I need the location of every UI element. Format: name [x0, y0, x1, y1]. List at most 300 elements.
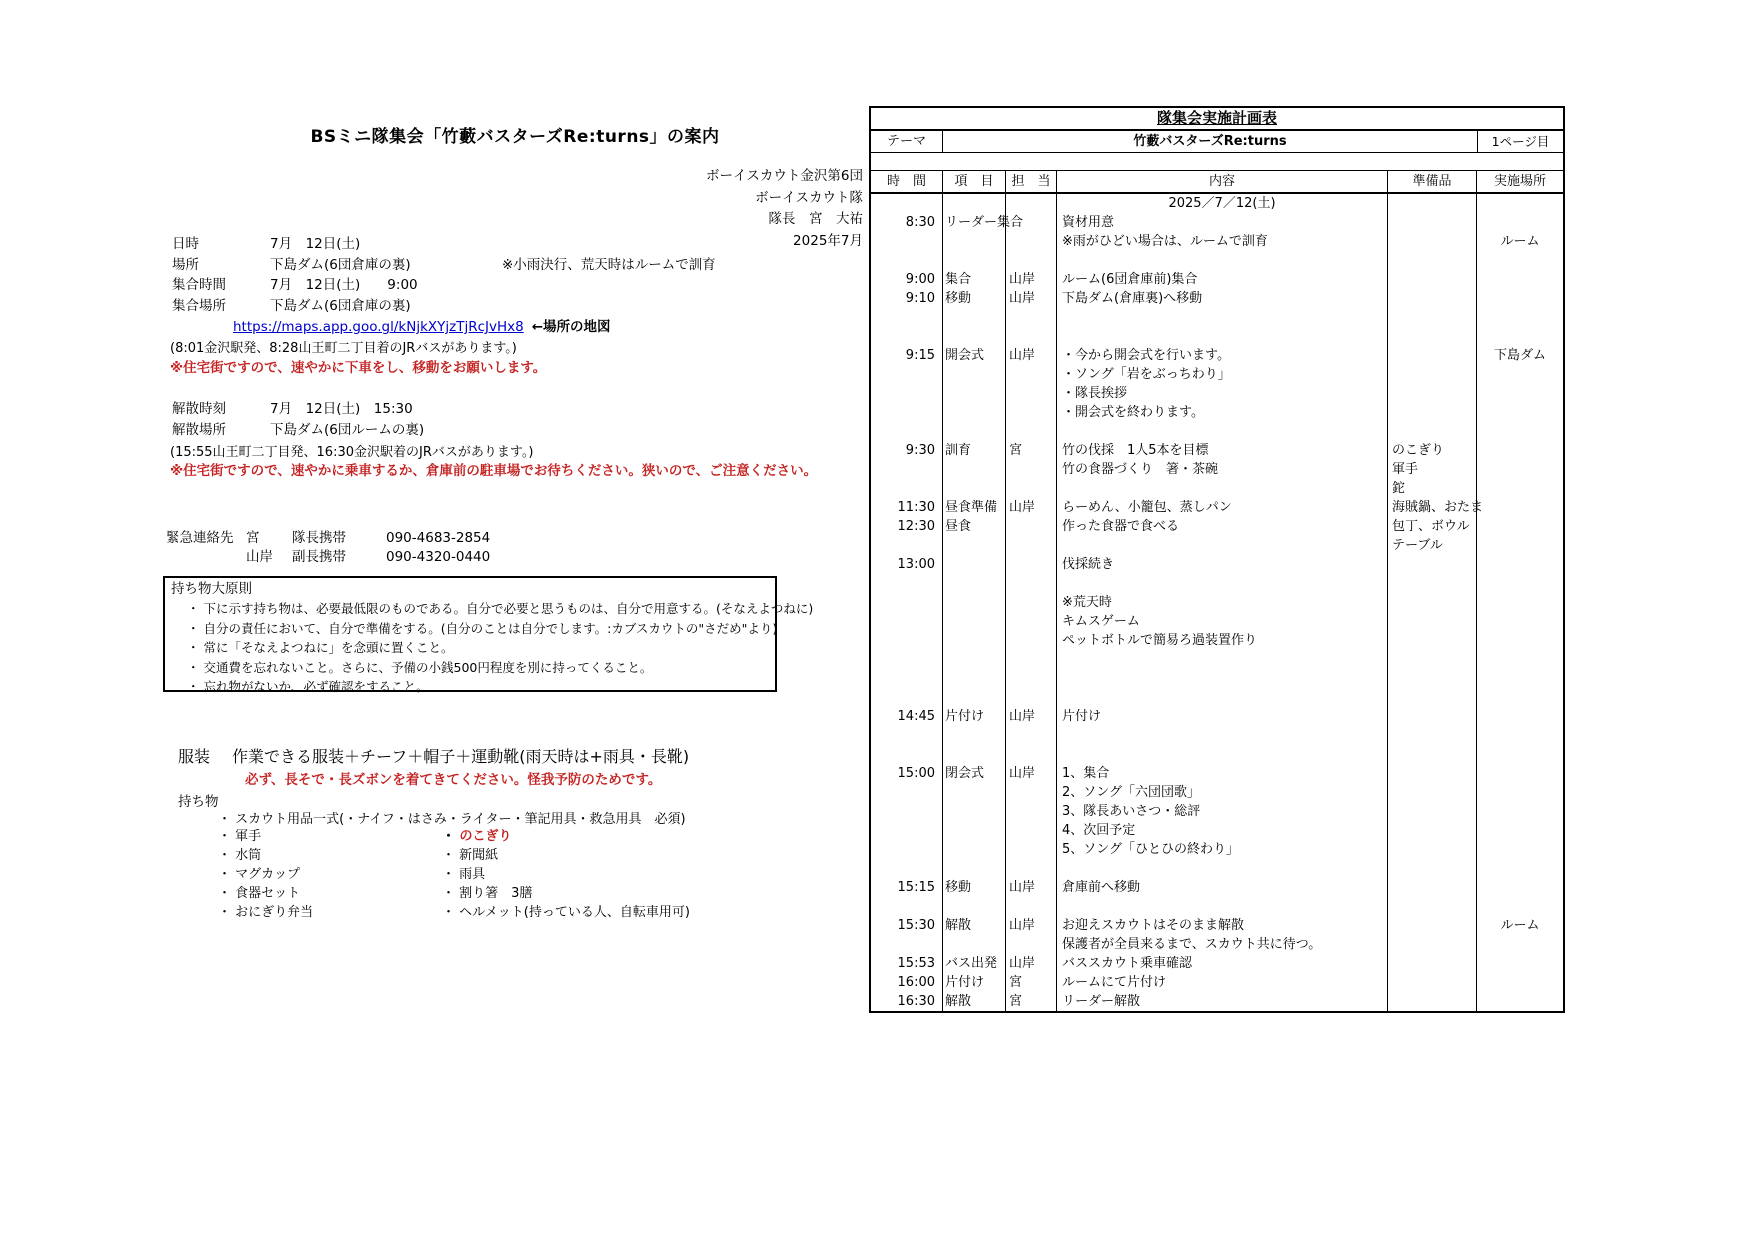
cell-time [871, 308, 943, 327]
cell-content: お迎えスカウトはそのまま解散 [1057, 916, 1388, 935]
cell-item [943, 593, 1006, 612]
cell-place [1477, 726, 1563, 745]
info-note: ※小雨決行、荒天時はルームで訓育 [502, 256, 716, 273]
schedule-row-23 [871, 631, 1563, 650]
cell-prep [1388, 384, 1477, 403]
cell-who [1006, 593, 1057, 612]
cell-place [1477, 194, 1563, 213]
cell-prep [1388, 574, 1477, 593]
schedule-row-7 [871, 327, 1563, 346]
cell-place [1477, 821, 1563, 840]
emergency-contacts [166, 529, 490, 567]
cell-who [1006, 308, 1057, 327]
schedule-row-9 [871, 365, 1563, 384]
contact-phone: 090-4320-0440 [386, 549, 491, 565]
cell-who [1006, 422, 1057, 441]
cell-time [871, 650, 943, 669]
cell-content: リーダー解散 [1057, 992, 1388, 1011]
cell-prep [1388, 251, 1477, 270]
cell-prep [1388, 631, 1477, 650]
cell-time [871, 669, 943, 688]
cell-prep [1388, 593, 1477, 612]
info-value: 下島ダム(6団倉庫の裏) [270, 256, 411, 273]
org-line-3: 2025年7月 [793, 232, 863, 249]
cell-place [1477, 460, 1563, 479]
cell-content: 5、ソング「ひとひの終わり」 [1057, 840, 1388, 859]
cell-time: 9:15 [871, 346, 943, 365]
cell-who: 山岸 [1006, 916, 1057, 935]
outfit-value: 作業できる服装＋チーフ＋帽子＋運動靴(雨天時は+雨具・長靴) [232, 747, 690, 766]
page-indicator: 1ページ目 [1477, 131, 1563, 152]
cell-prep [1388, 707, 1477, 726]
cell-place [1477, 897, 1563, 916]
cell-who: 山岸 [1006, 954, 1057, 973]
belonging-right-1: ・ 新聞紙 [442, 846, 690, 865]
cell-content: ※雨がひどい場合は、ルームで訓育 [1057, 232, 1388, 251]
cell-time [871, 403, 943, 422]
cell-item: 移動 [943, 878, 1006, 897]
schedule-row-25 [871, 669, 1563, 688]
cell-place [1477, 365, 1563, 384]
schedule-row-13 [871, 441, 1563, 460]
contact-name: 山岸 [246, 549, 273, 565]
cell-place [1477, 536, 1563, 555]
cell-prep: 軍手 [1388, 460, 1477, 479]
cell-time: 16:00 [871, 973, 943, 992]
cell-place [1477, 954, 1563, 973]
cell-who: 山岸 [1006, 707, 1057, 726]
schedule-row-15 [871, 479, 1563, 498]
schedule-row-28 [871, 726, 1563, 745]
cell-who: 宮 [1006, 441, 1057, 460]
cell-prep [1388, 935, 1477, 954]
cell-prep [1388, 973, 1477, 992]
cell-time [871, 422, 943, 441]
cell-who [1006, 935, 1057, 954]
cell-content [1057, 251, 1388, 270]
info-label: 集合場所 [172, 297, 226, 314]
cell-place [1477, 669, 1563, 688]
cell-who [1006, 612, 1057, 631]
contact-phone: 090-4683-2854 [386, 530, 491, 546]
belongings-label: 持ち物 [178, 794, 219, 810]
dismiss-row-1 [172, 420, 872, 441]
column-header-1: 項 目 [943, 171, 1006, 192]
schedule-row-30 [871, 764, 1563, 783]
cell-time: 9:10 [871, 289, 943, 308]
cell-time [871, 593, 943, 612]
cell-place [1477, 384, 1563, 403]
bus-note-departure: (15:55山王町二丁目発、16:30金沢駅着のJRバスがあります。) [170, 445, 534, 460]
cell-time: 9:30 [871, 441, 943, 460]
cell-time [871, 631, 943, 650]
cell-place [1477, 878, 1563, 897]
cell-who [1006, 574, 1057, 593]
schedule-row-0 [871, 194, 1563, 213]
cell-item: 片付け [943, 973, 1006, 992]
schedule-row-38 [871, 916, 1563, 935]
cell-item [943, 669, 1006, 688]
dismiss-value: 7月 12日(土) 15:30 [270, 401, 413, 417]
cell-content [1057, 536, 1388, 555]
org-line-2: 隊長 宮 大祐 [768, 211, 863, 227]
map-link-suffix: ←場所の地図 [531, 319, 611, 335]
schedule-row-37 [871, 897, 1563, 916]
cell-place [1477, 270, 1563, 289]
cell-content [1057, 308, 1388, 327]
belongings-grid [218, 827, 690, 922]
cell-prep [1388, 194, 1477, 213]
plan-table [869, 106, 1565, 1013]
cell-who: 山岸 [1006, 764, 1057, 783]
cell-place [1477, 992, 1563, 1011]
cell-who: 山岸 [1006, 878, 1057, 897]
cell-time: 15:30 [871, 916, 943, 935]
cell-prep [1388, 403, 1477, 422]
belonging-right-0: ・ のこぎり [442, 827, 690, 846]
document-title: BSミニ隊集会「竹藪バスターズRe:turns」の案内 [310, 127, 720, 147]
cell-prep: 海賊鍋、おたま [1388, 498, 1477, 517]
cell-content: 下島ダム(倉庫裏)へ移動 [1057, 289, 1388, 308]
cell-item: 昼食 [943, 517, 1006, 536]
schedule-row-3 [871, 251, 1563, 270]
cell-time [871, 612, 943, 631]
cell-who [1006, 327, 1057, 346]
cell-time: 13:00 [871, 555, 943, 574]
cell-who [1006, 555, 1057, 574]
dismiss-row-0 [172, 399, 872, 420]
column-header-0: 時 間 [871, 171, 943, 192]
cell-prep: 包丁、ボウル [1388, 517, 1477, 536]
schedule-row-6 [871, 308, 1563, 327]
dismiss-value: 下島ダム(6団ルームの裏) [270, 422, 425, 438]
cell-place [1477, 574, 1563, 593]
cell-who [1006, 783, 1057, 802]
cell-item [943, 935, 1006, 954]
schedule-row-4 [871, 270, 1563, 289]
cell-place [1477, 422, 1563, 441]
table-header-row [871, 171, 1563, 194]
cell-item: 訓育 [943, 441, 1006, 460]
cell-item [943, 745, 1006, 764]
meeting-info-rows [172, 234, 872, 316]
cell-time: 15:00 [871, 764, 943, 783]
cell-item [943, 536, 1006, 555]
cell-who [1006, 460, 1057, 479]
cell-content: バススカウト乗車確認 [1057, 954, 1388, 973]
cell-content: 資材用意 [1057, 213, 1388, 232]
cell-place [1477, 289, 1563, 308]
cell-time [871, 859, 943, 878]
cell-item: バス出発 [943, 954, 1006, 973]
cell-time [871, 574, 943, 593]
cell-time: 15:53 [871, 954, 943, 973]
cell-item: リーダー集合 [945, 215, 1024, 230]
schedule-row-11 [871, 403, 1563, 422]
cell-time [871, 194, 943, 213]
schedule-row-2 [871, 232, 1563, 251]
cell-item [943, 897, 1006, 916]
info-row-1 [172, 255, 872, 276]
cell-content: 1、集合 [1057, 764, 1388, 783]
cell-content [1057, 669, 1388, 688]
belongings-first-item: ・ スカウト用品一式(・ナイフ・はさみ・ライター・筆記用具・救急用具 必須) [218, 808, 686, 827]
cell-content: ペットボトルで簡易ろ過装置作り [1057, 631, 1388, 650]
cell-content: 2、ソング「六団団歌」 [1057, 783, 1388, 802]
cell-place [1477, 555, 1563, 574]
cell-prep [1388, 802, 1477, 821]
cell-time [871, 840, 943, 859]
cell-item [943, 308, 1006, 327]
cell-time [871, 688, 943, 707]
cell-item: 昼食準備 [943, 498, 1006, 517]
cell-place [1477, 859, 1563, 878]
cell-item [943, 821, 1006, 840]
cell-who [1006, 669, 1057, 688]
column-header-3: 内容 [1057, 171, 1388, 192]
cell-who [1006, 802, 1057, 821]
cell-time: 12:30 [871, 517, 943, 536]
cell-place [1477, 973, 1563, 992]
cell-time [871, 327, 943, 346]
schedule-row-27 [871, 707, 1563, 726]
schedule-row-35 [871, 859, 1563, 878]
principles-heading: 持ち物大原則 [171, 581, 252, 597]
cell-item [943, 650, 1006, 669]
cell-content [1057, 859, 1388, 878]
cell-who [1006, 194, 1057, 213]
cell-prep [1388, 213, 1477, 232]
cell-prep [1388, 745, 1477, 764]
cell-place [1477, 707, 1563, 726]
schedule-row-17 [871, 517, 1563, 536]
cell-time [871, 935, 943, 954]
cell-place [1477, 308, 1563, 327]
cell-who: 山岸 [1006, 289, 1057, 308]
cell-time: 8:30 [871, 213, 943, 232]
cell-content: 竹の伐採 1人5本を目標 [1057, 441, 1388, 460]
table-spacer-row [871, 153, 1563, 171]
schedule-row-21 [871, 593, 1563, 612]
cell-time [871, 365, 943, 384]
cell-who [1006, 650, 1057, 669]
cell-prep [1388, 308, 1477, 327]
cell-content: ・ソング「岩をぶっちわり」 [1057, 365, 1388, 384]
schedule-row-26 [871, 688, 1563, 707]
cell-who [1006, 840, 1057, 859]
contact-role: 副長携帯 [292, 549, 346, 565]
cell-content: ルーム(6団倉庫前)集合 [1057, 270, 1388, 289]
cell-prep [1388, 270, 1477, 289]
schedule-row-14 [871, 460, 1563, 479]
cell-time [871, 479, 943, 498]
cell-content [1057, 745, 1388, 764]
cell-who [1006, 213, 1057, 232]
info-label: 日時 [172, 236, 199, 252]
belonging-right-3: ・ 割り箸 3膳 [442, 884, 690, 903]
theme-value: 竹藪バスターズRe:turns [1133, 134, 1287, 149]
cell-prep [1388, 365, 1477, 384]
cell-time [871, 821, 943, 840]
cell-who [1006, 384, 1057, 403]
cell-time [871, 783, 943, 802]
cell-place: ルーム [1500, 234, 1540, 249]
cell-time [871, 232, 943, 251]
cell-item [943, 422, 1006, 441]
cell-prep [1388, 669, 1477, 688]
column-header-2: 担 当 [1006, 171, 1057, 192]
plan-table-theme-row [871, 131, 1563, 153]
cell-who [1006, 745, 1057, 764]
cell-content [1057, 688, 1388, 707]
cell-who [1006, 479, 1057, 498]
cell-place [1477, 327, 1563, 346]
cell-who [1006, 897, 1057, 916]
cell-item [943, 403, 1006, 422]
warning-departure: ※住宅街ですので、速やかに乗車するか、倉庫前の駐車場でお待ちください。狭いので、ご注意ください。 [170, 463, 818, 479]
cell-place [1477, 688, 1563, 707]
emergency-label: 緊急連絡先 [166, 530, 234, 546]
cell-place [1477, 764, 1563, 783]
cell-content: らーめん、小籠包、蒸しパン [1057, 498, 1388, 517]
cell-item [943, 574, 1006, 593]
cell-time [871, 251, 943, 270]
cell-place: ルーム [1500, 918, 1540, 933]
cell-item [943, 365, 1006, 384]
cell-content: 伐採続き [1057, 555, 1388, 574]
cell-place: 下島ダム [1493, 348, 1546, 363]
info-value: 下島ダム(6団倉庫の裏) [270, 297, 411, 314]
cell-content: 4、次回予定 [1057, 821, 1388, 840]
schedule-row-29 [871, 745, 1563, 764]
principle-item-1: ・ 自分の責任において、自分で準備をする。(自分のことは自分でします。:カブスカウトの"さだめ"より) [171, 619, 769, 639]
principle-item-2: ・ 常に「そなえよつねに」を念頭に置くこと。 [171, 638, 769, 658]
cell-item [943, 612, 1006, 631]
cell-prep [1388, 232, 1477, 251]
cell-place [1477, 631, 1563, 650]
cell-place [1477, 517, 1563, 536]
info-label: 場所 [172, 256, 199, 273]
schedule-row-33 [871, 821, 1563, 840]
map-link-line [233, 315, 611, 335]
cell-item [943, 251, 1006, 270]
cell-place [1477, 403, 1563, 422]
cell-who [1006, 859, 1057, 878]
belonging-left-1: ・ 水筒 [218, 846, 442, 865]
cell-prep: 鉈 [1388, 479, 1477, 498]
cell-content: 保護者が全員来るまで、スカウト共に待つ。 [1057, 935, 1388, 954]
info-row-0 [172, 234, 872, 255]
schedule-row-19 [871, 555, 1563, 574]
cell-prep [1388, 783, 1477, 802]
cell-content: ルームにて片付け [1057, 973, 1388, 992]
cell-prep [1388, 726, 1477, 745]
cell-content: ・今から開会式を行います。 [1057, 346, 1388, 365]
info-value: 7月 12日(土) 9:00 [270, 277, 418, 293]
schedule-row-42 [871, 992, 1563, 1011]
cell-place [1477, 593, 1563, 612]
principle-item-4: ・ 忘れ物がないか、必ず確認をすること。 [171, 677, 769, 697]
cell-time [871, 897, 943, 916]
cell-item [943, 840, 1006, 859]
cell-place [1477, 441, 1563, 460]
cell-item: 移動 [943, 289, 1006, 308]
belonging-left-4: ・ おにぎり弁当 [218, 903, 442, 922]
cell-time [871, 460, 943, 479]
cell-prep [1388, 346, 1477, 365]
cell-who [1006, 517, 1057, 536]
cell-who: 山岸 [1006, 346, 1057, 365]
info-value: 7月 12日(土) [270, 236, 361, 252]
belonging-right-4: ・ ヘルメット(持っている人、自転車用可) [442, 903, 690, 922]
cell-content: 倉庫前へ移動 [1057, 878, 1388, 897]
map-link[interactable]: https://maps.app.goo.gl/kNjkXYjzTjRcJvHx8 [233, 319, 524, 335]
cell-content: 3、隊長あいさつ・総評 [1057, 802, 1388, 821]
column-header-5: 実施場所 [1493, 174, 1546, 189]
cell-place [1477, 650, 1563, 669]
cell-prep [1388, 612, 1477, 631]
schedule-row-32 [871, 802, 1563, 821]
cell-item [943, 327, 1006, 346]
schedule-row-22 [871, 612, 1563, 631]
cell-item [943, 555, 1006, 574]
cell-content: 2025／7／12(土) [1057, 194, 1388, 213]
cell-prep [1388, 992, 1477, 1011]
cell-who: 宮 [1006, 992, 1057, 1011]
plan-table-title: 隊集会実施計画表 [871, 108, 1563, 131]
cell-prep: のこぎり [1388, 441, 1477, 460]
cell-item: 閉会式 [943, 764, 1006, 783]
cell-place [1477, 612, 1563, 631]
cell-item: 片付け [943, 707, 1006, 726]
schedule-row-5 [871, 289, 1563, 308]
principles-list [171, 599, 814, 697]
dismiss-label: 解散時刻 [172, 401, 226, 417]
schedule-row-12 [871, 422, 1563, 441]
dismissal-info-rows [172, 399, 872, 441]
cell-place [1477, 479, 1563, 498]
principle-item-0: ・ 下に示す持ち物は、必要最低限のものである。自分で必要と思うものは、自分で用意する。(そなえよつねに) [171, 599, 769, 619]
cell-who [1006, 536, 1057, 555]
schedule-row-1 [871, 213, 1563, 232]
cell-content: キムスゲーム [1057, 612, 1388, 631]
cell-item [943, 479, 1006, 498]
cell-content: ・開会式を終わります。 [1057, 403, 1388, 422]
schedule-row-36 [871, 878, 1563, 897]
cell-place [1477, 935, 1563, 954]
info-row-3 [172, 296, 872, 317]
warning-arrival: ※住宅街ですので、速やかに下車をし、移動をお願いします。 [170, 360, 547, 376]
cell-prep [1388, 650, 1477, 669]
schedule-row-31 [871, 783, 1563, 802]
outfit-label: 服装 [178, 747, 211, 766]
outfit-line [178, 744, 689, 767]
cell-time: 9:00 [871, 270, 943, 289]
cell-who: 山岸 [1006, 270, 1057, 289]
cell-prep [1388, 555, 1477, 574]
cell-prep [1388, 840, 1477, 859]
cell-who [1006, 232, 1057, 251]
cell-prep [1388, 954, 1477, 973]
cell-content [1057, 327, 1388, 346]
cell-content: ・隊長挨拶 [1057, 384, 1388, 403]
cell-place [1477, 745, 1563, 764]
dismiss-label: 解散場所 [172, 422, 226, 438]
cell-content [1057, 726, 1388, 745]
contact-name: 宮 [246, 530, 260, 546]
cell-prep [1388, 289, 1477, 308]
cell-time: 16:30 [871, 992, 943, 1011]
